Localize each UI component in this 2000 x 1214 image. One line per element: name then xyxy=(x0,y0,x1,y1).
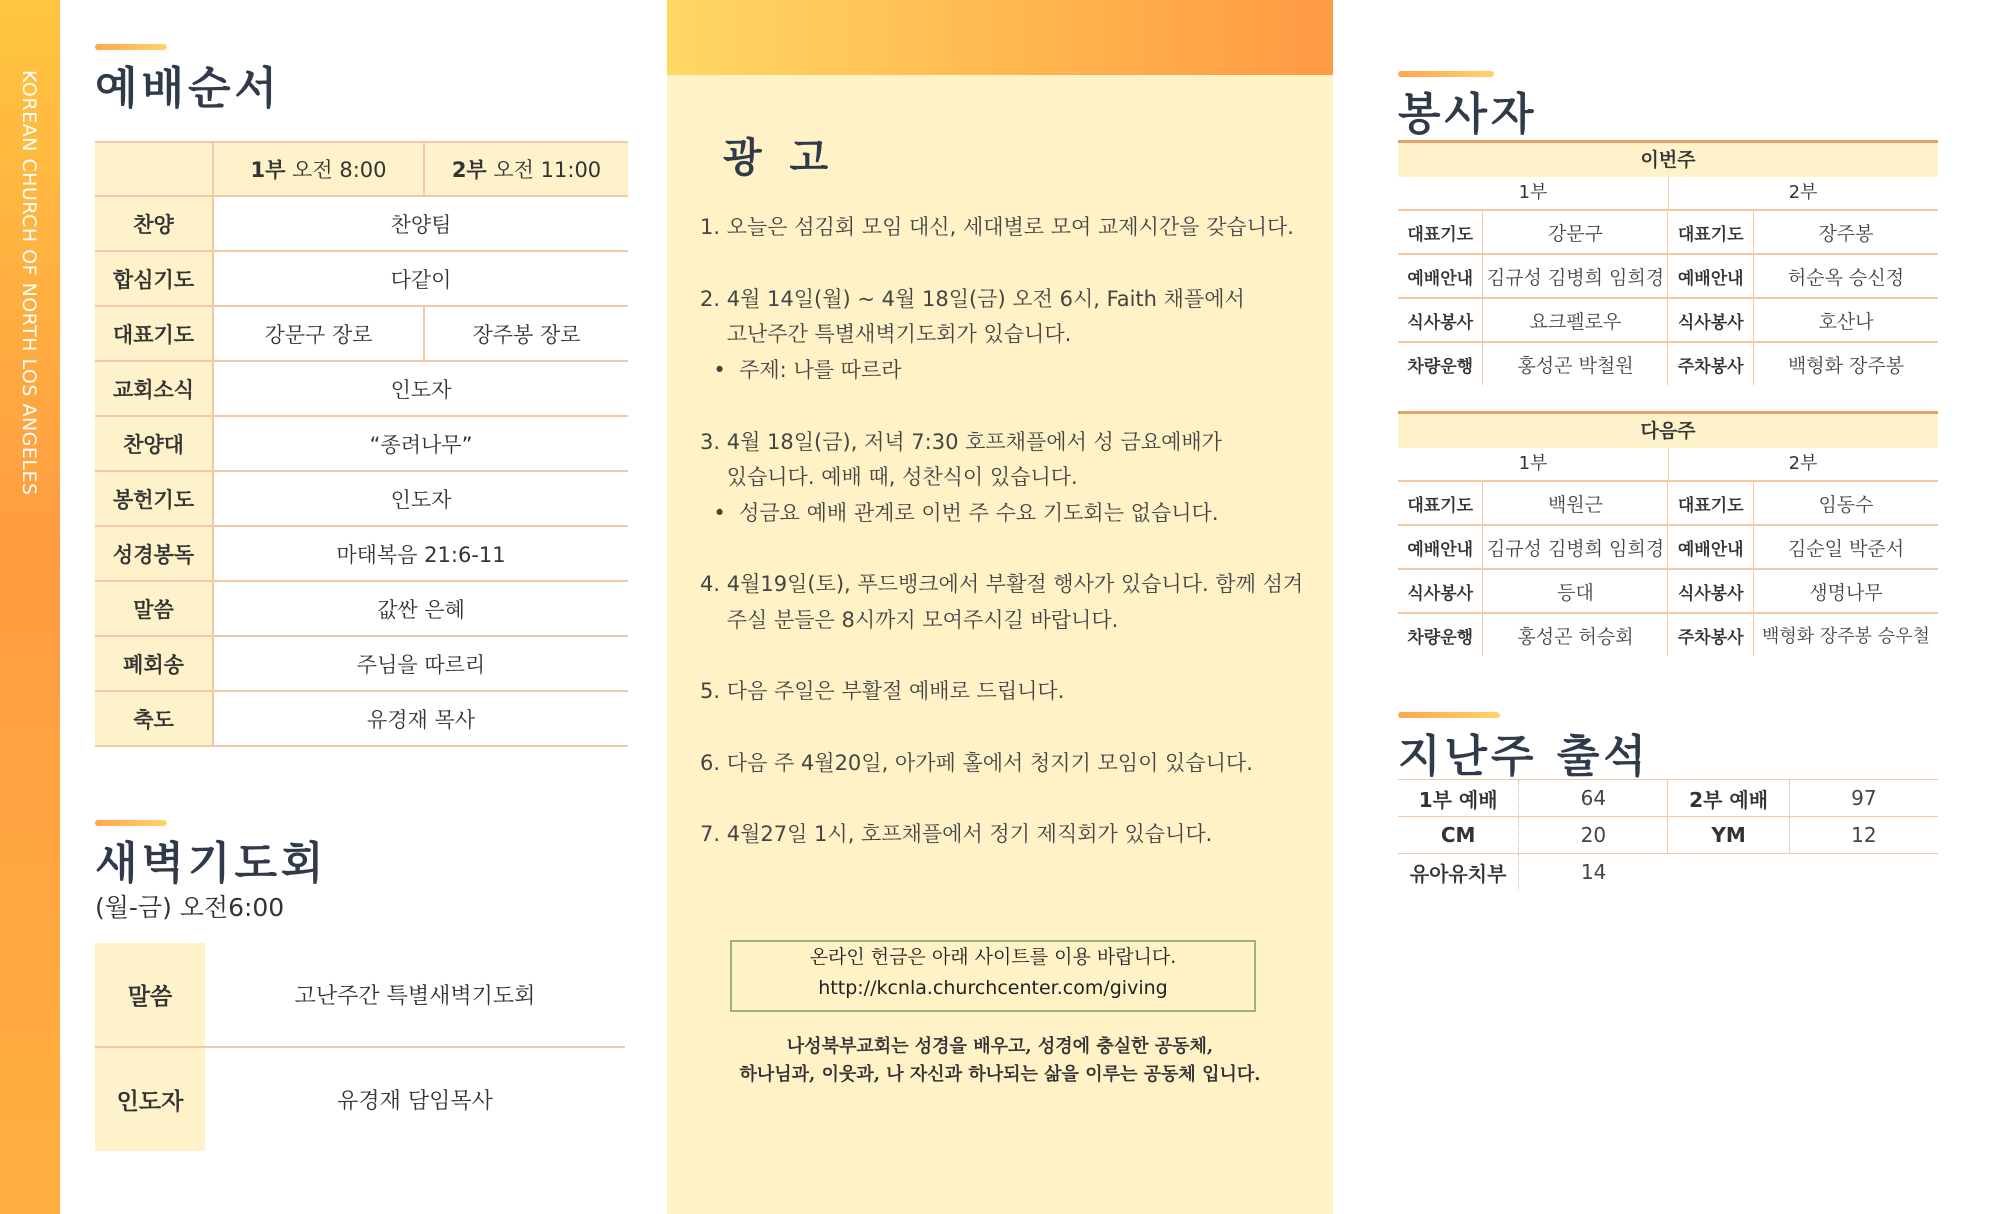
role-value: 김규성 김병희 임희경 xyxy=(1483,525,1668,569)
table-row xyxy=(1398,854,1938,891)
table-row xyxy=(1398,211,1938,254)
table-row xyxy=(95,526,628,581)
order-of-worship-table xyxy=(95,141,628,747)
role-value: 등대 xyxy=(1483,569,1668,613)
role-label: 예배안내 xyxy=(1398,254,1483,298)
table-row xyxy=(1398,613,1938,656)
vision-line: 하나님과, 이웃과, 나 자신과 하나되는 삶을 이루는 공동체 입니다. xyxy=(739,1064,1261,1085)
attendance-value: 64 xyxy=(1519,780,1668,817)
church-vision-statement xyxy=(690,1033,1310,1089)
role-value: 홍성곤 박철원 xyxy=(1483,342,1668,385)
header-service-1: 1부 오전 8:00 xyxy=(213,142,424,196)
service-1-header: 1부 xyxy=(1398,177,1669,211)
table-row xyxy=(95,636,628,691)
row-value-2: 장주봉 장로 xyxy=(424,306,628,361)
attendance-value: 20 xyxy=(1519,817,1668,854)
role-value: 백형화 장주봉 xyxy=(1787,354,1905,377)
role-value: 백형화 장주봉 승우철 xyxy=(1762,626,1930,647)
row-value: 인도자 xyxy=(213,471,628,526)
vision-line: 나성북부교회는 성경을 배우고, 성경에 충실한 공동체, xyxy=(786,1036,1214,1057)
title-accent xyxy=(95,820,167,826)
row-value: 찬양팀 xyxy=(213,196,628,251)
church-name-vertical: KOREAN CHURCH OF NORTH LOS ANGELES xyxy=(18,70,40,496)
role-label: 주차봉사 xyxy=(1668,342,1753,385)
announcement-line: 고난주간 특별새벽기도회가 있습니다. xyxy=(700,322,1072,346)
table-row xyxy=(1398,780,1938,817)
role-label: 식사봉사 xyxy=(1398,569,1483,613)
role-value: 임동수 xyxy=(1753,482,1938,525)
attendance-label: 유아유치부 xyxy=(1398,854,1519,891)
header-blank xyxy=(95,142,213,196)
announcement-bullet: • 성금요 예배 관계로 이번 주 수요 기도회는 없습니다. xyxy=(700,501,1219,525)
attendance-value: 14 xyxy=(1580,860,1607,884)
attendance-label: CM xyxy=(1398,817,1519,854)
row-label: 대표기도 xyxy=(95,306,213,361)
row-label: 폐회송 xyxy=(95,636,213,691)
role-label: 대표기도 xyxy=(1668,211,1753,254)
announcement-bullet: • 주제: 나를 따르라 xyxy=(700,358,902,382)
row-value: 유경재 담임목사 xyxy=(337,1089,493,1114)
announcement-line: 있습니다. 예배 때, 성찬식이 있습니다. xyxy=(700,465,1078,489)
announcement-line: 4. 4월19일(토), 푸드뱅크에서 부활절 행사가 있습니다. 함께 섬겨 xyxy=(700,572,1304,596)
row-value: “종려나무” xyxy=(213,416,628,471)
row-label: 합심기도 xyxy=(95,251,213,306)
role-value: 요크펠로우 xyxy=(1483,298,1668,342)
row-label: 찬양 xyxy=(95,196,213,251)
role-value: 백원근 xyxy=(1483,482,1668,525)
this-week-volunteer-table xyxy=(1398,211,1938,385)
table-row xyxy=(1398,525,1938,569)
announcement-line: 주실 분들은 8시까지 모여주시길 바랍니다. xyxy=(700,608,1119,632)
service-1-header: 1부 xyxy=(1398,448,1669,482)
next-week-header: 다음주 xyxy=(1398,411,1938,448)
role-label: 차량운행 xyxy=(1398,613,1483,656)
giving-text: 온라인 헌금은 아래 사이트를 이용 바랍니다. xyxy=(809,946,1177,968)
attendance-table xyxy=(1398,779,1938,890)
table-row xyxy=(95,196,628,251)
row-value: 다같이 xyxy=(213,251,628,306)
dawn-subtitle: (월-금) 오전6:00 xyxy=(95,893,285,922)
row-value: 값싼 은혜 xyxy=(213,581,628,636)
attendance-label: 1부 예배 xyxy=(1398,780,1519,817)
table-row xyxy=(1398,482,1938,525)
attendance-value xyxy=(1789,854,1938,891)
announcement-line: 6. 다음 주 4월20일, 아가페 홀에서 청지기 모임이 있습니다. xyxy=(700,751,1253,775)
role-label: 예배안내 xyxy=(1668,525,1753,569)
attendance-label: 2부 예배 xyxy=(1668,780,1789,817)
role-value: 김규성 김병희 임희경 xyxy=(1483,254,1668,298)
role-label: 대표기도 xyxy=(1668,482,1753,525)
table-row xyxy=(95,251,628,306)
attendance-title: 지난주 출석 xyxy=(1398,731,1650,782)
attendance-label xyxy=(1668,854,1789,891)
table-row xyxy=(1398,569,1938,613)
row-label: 축도 xyxy=(95,691,213,746)
role-value: 허순옥 승신정 xyxy=(1753,254,1938,298)
role-label: 대표기도 xyxy=(1398,482,1483,525)
role-value: 장주봉 xyxy=(1753,211,1938,254)
service-2-header: 2부 xyxy=(1668,448,1938,482)
role-label: 예배안내 xyxy=(1668,254,1753,298)
role-value: 김순일 박준서 xyxy=(1753,525,1938,569)
role-value: 강문구 xyxy=(1483,211,1668,254)
announcements-title: 광 고 xyxy=(723,134,829,181)
row-label: 말씀 xyxy=(95,581,213,636)
row-value: 인도자 xyxy=(213,361,628,416)
table-row xyxy=(1398,298,1938,342)
announcement-line: 2. 4월 14일(월) ~ 4월 18일(금) 오전 6시, Faith 채플에서 xyxy=(700,287,1245,311)
table-row xyxy=(95,416,628,471)
announcement-line: 7. 4월27일 1시, 호프채플에서 정기 제직회가 있습니다. xyxy=(700,822,1213,846)
role-label: 식사봉사 xyxy=(1668,298,1753,342)
row-label: 말씀 xyxy=(95,943,205,1046)
row-label: 성경봉독 xyxy=(95,526,213,581)
header-service-2: 2부 오전 11:00 xyxy=(424,142,628,196)
table-row xyxy=(1398,342,1938,385)
table-row xyxy=(95,581,628,636)
role-label: 식사봉사 xyxy=(1668,569,1753,613)
table-row xyxy=(95,306,628,361)
service-2-header: 2부 xyxy=(1668,177,1938,211)
role-value: 홍성곤 허승회 xyxy=(1483,613,1668,656)
table-row xyxy=(1398,817,1938,854)
table-row xyxy=(95,943,625,1048)
attendance-label: YM xyxy=(1668,817,1789,854)
row-label: 찬양대 xyxy=(95,416,213,471)
row-label: 교회소식 xyxy=(95,361,213,416)
volunteers-title: 봉사자 xyxy=(1398,89,1538,140)
role-value: 생명나무 xyxy=(1753,569,1938,613)
title-accent xyxy=(95,44,167,50)
next-week-volunteer-table xyxy=(1398,482,1938,656)
table-row xyxy=(1398,254,1938,298)
attendance-value: 12 xyxy=(1789,817,1938,854)
order-title: 예배순서 xyxy=(95,63,282,114)
title-accent xyxy=(1398,71,1494,77)
row-value: 고난주간 특별새벽기도회 xyxy=(294,984,536,1009)
role-label: 예배안내 xyxy=(1398,525,1483,569)
announcement-line: 1. 오늘은 섬김회 모임 대신, 세대별로 모여 교제시간을 갖습니다. xyxy=(700,215,1294,239)
table-row xyxy=(95,471,628,526)
role-label: 식사봉사 xyxy=(1398,298,1483,342)
title-accent xyxy=(1398,712,1500,718)
attendance-value: 97 xyxy=(1789,780,1938,817)
table-row xyxy=(95,691,628,746)
announcement-line: 3. 4월 18일(금), 저녁 7:30 호프채플에서 성 금요예배가 xyxy=(700,430,1222,454)
row-value: 유경재 목사 xyxy=(213,691,628,746)
row-value-1: 강문구 장로 xyxy=(213,306,424,361)
order-header-row xyxy=(95,142,628,196)
row-label: 인도자 xyxy=(95,1048,205,1151)
row-label: 봉헌기도 xyxy=(95,471,213,526)
table-row xyxy=(95,1048,625,1151)
role-label: 대표기도 xyxy=(1398,211,1483,254)
role-value: 호산나 xyxy=(1753,298,1938,342)
role-label: 주차봉사 xyxy=(1668,613,1753,656)
row-value: 주님을 따르리 xyxy=(213,636,628,691)
online-giving-box xyxy=(730,940,1256,1012)
announcement-line: 5. 다음 주일은 부활절 예배로 드립니다. xyxy=(700,679,1065,703)
dawn-title: 새벽기도회 xyxy=(95,838,328,889)
panel-top-band xyxy=(667,0,1333,75)
giving-link[interactable]: http://kcnla.churchcenter.com/giving xyxy=(818,977,1168,999)
this-week-header: 이번주 xyxy=(1398,140,1938,177)
row-value: 마태복음 21:6-11 xyxy=(213,526,628,581)
role-label: 차량운행 xyxy=(1398,342,1483,385)
table-row xyxy=(95,361,628,416)
